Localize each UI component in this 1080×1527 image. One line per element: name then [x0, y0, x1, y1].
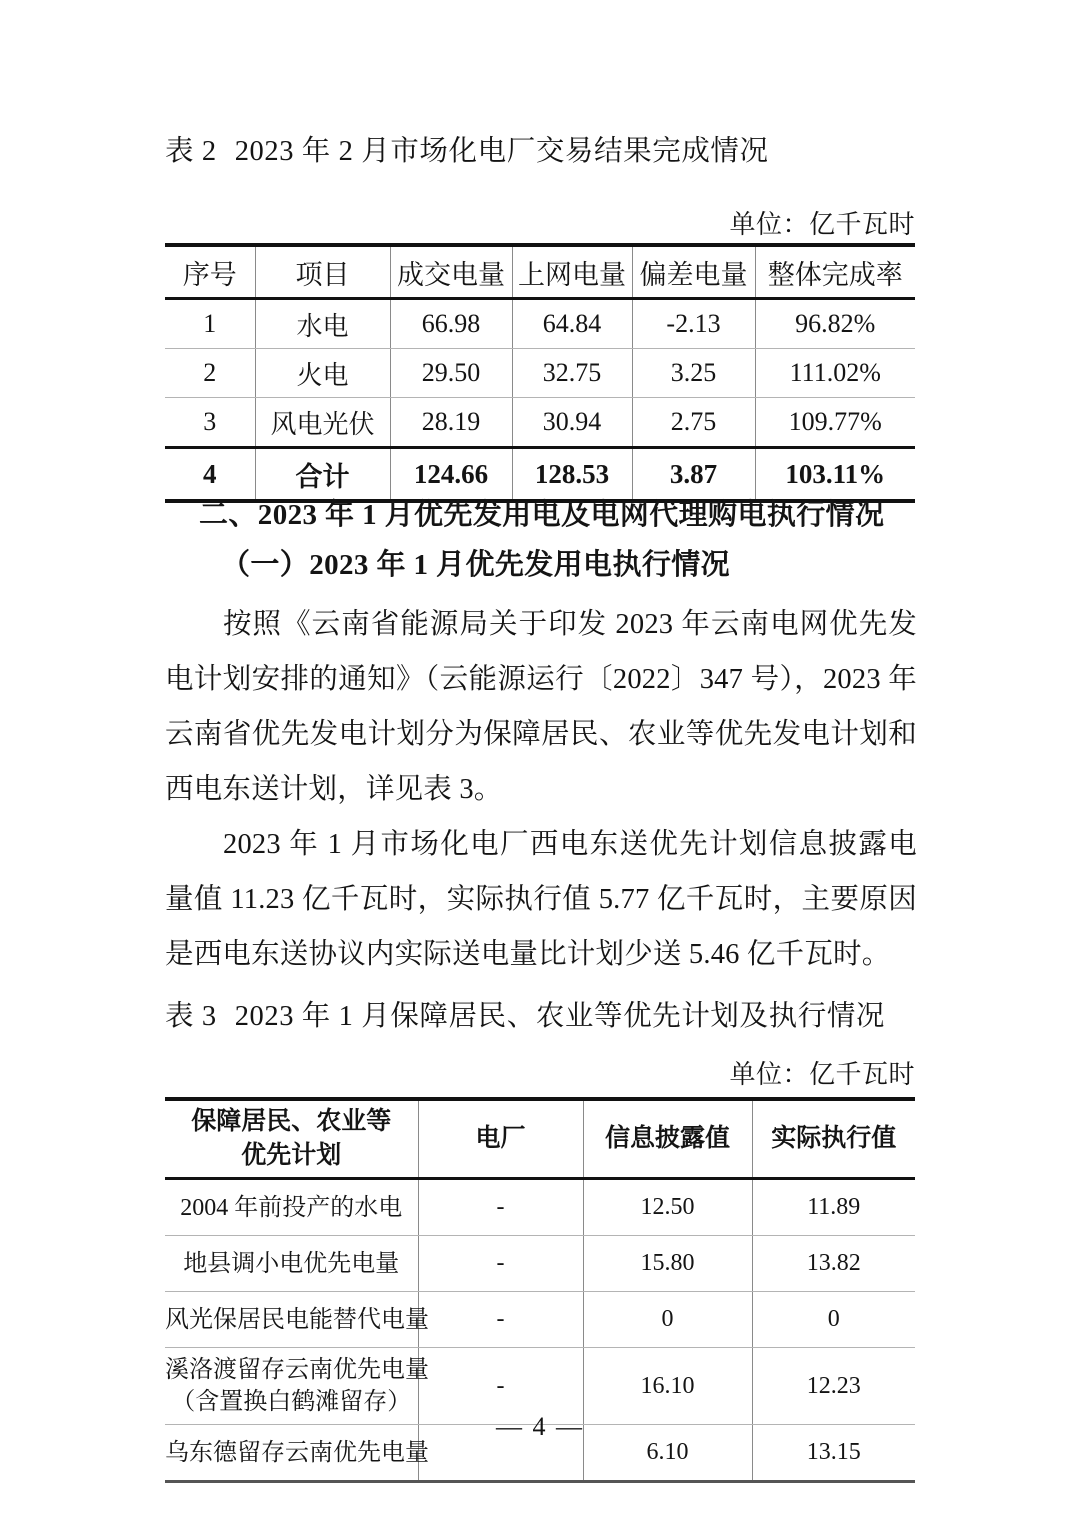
table3-cell-plan: 地县调小电优先电量 [165, 1236, 418, 1292]
table2-cell-no: 2 [165, 349, 255, 398]
table3-caption-title: 2023 年 1 月保障居民、农业等优先计划及执行情况 [234, 1001, 886, 1032]
table3-col-actual: 实际执行值 [752, 1099, 915, 1179]
table3-caption-label: 表 3 [165, 1001, 217, 1032]
paragraph-1: 按照《云南省能源局关于印发 2023 年云南电网优先发电计划安排的通知》（云能源运行〔2022〕347 号），2023 年云南省优先发电计划分为保障居民、农业等优先发电计划和西电东送计划，详见表 3。 [165, 609, 917, 805]
table2-cell-traded: 66.98 [390, 299, 512, 349]
table2-col-no: 序号 [165, 245, 255, 299]
page-number-footer: — 4 — [496, 1412, 584, 1441]
table3-cell-plan-line1: 溪洛渡留存云南优先电量 [165, 1357, 429, 1383]
table3-cell-plant: - [418, 1179, 583, 1236]
table2-cell-deviation: 2.75 [632, 398, 755, 448]
table2-header-row [165, 245, 915, 299]
table-row [165, 398, 915, 448]
table-row [165, 299, 915, 349]
table2-caption [165, 133, 925, 170]
table2-col-item: 项目 [255, 245, 390, 299]
table3-cell-actual: 13.15 [752, 1425, 915, 1482]
table2-cell-grid: 32.75 [512, 349, 632, 398]
table3-cell-disclosed: 6.10 [583, 1425, 752, 1482]
table3-cell-plan: 乌东德留存云南优先电量 [165, 1425, 418, 1482]
subsection-heading-1: （一）2023 年 1 月优先发用电执行情况 [221, 549, 731, 581]
table2-total-item: 合计 [255, 448, 390, 502]
table3-cell-disclosed: 0 [583, 1292, 752, 1348]
table2-total-traded: 124.66 [390, 448, 512, 502]
table3-col-plan-line1: 保障居民、农业等 [191, 1108, 392, 1135]
table2-caption-title: 2023 年 2 月市场化电厂交易结果完成情况 [234, 136, 769, 167]
table3-col-plan [165, 1099, 418, 1179]
table2-cell-item: 火电 [255, 349, 390, 398]
table2-col-rate: 整体完成率 [755, 245, 915, 299]
table2-total-no: 4 [165, 448, 255, 502]
table-row [165, 1236, 915, 1292]
table2-cell-grid: 64.84 [512, 299, 632, 349]
table3-cell-plan: 2004 年前投产的水电 [165, 1179, 418, 1236]
table2-cell-traded: 28.19 [390, 398, 512, 448]
table3-cell-plan-line2: （含置换白鹤滩留存） [171, 1389, 412, 1415]
table3-col-plant: 电厂 [418, 1099, 583, 1179]
table3-header-row [165, 1099, 915, 1179]
table3-cell-disclosed: 12.50 [583, 1179, 752, 1236]
table2-cell-no: 3 [165, 398, 255, 448]
table3-cell-actual: 12.23 [752, 1348, 915, 1425]
table3-caption [165, 998, 925, 1035]
table2-col-deviation: 偏差电量 [632, 245, 755, 299]
table2 [165, 243, 915, 503]
table2-cell-deviation: 3.25 [632, 349, 755, 398]
table3-cell-actual: 13.82 [752, 1236, 915, 1292]
table2-total-grid: 128.53 [512, 448, 632, 502]
table2-cell-traded: 29.50 [390, 349, 512, 398]
table3-unit-note: 单位：亿千瓦时 [729, 1060, 915, 1089]
table2-cell-no: 1 [165, 299, 255, 349]
table3-cell-plant: - [418, 1348, 583, 1425]
table2-total-rate: 103.11% [755, 448, 915, 502]
table2-cell-deviation: -2.13 [632, 299, 755, 349]
table-row [165, 1179, 915, 1236]
table3-cell-plant: - [418, 1292, 583, 1348]
table3-cell-actual: 11.89 [752, 1179, 915, 1236]
table2-cell-grid: 30.94 [512, 398, 632, 448]
table2-cell-item: 风电光伏 [255, 398, 390, 448]
table2-col-traded: 成交电量 [390, 245, 512, 299]
table2-cell-rate: 96.82% [755, 299, 915, 349]
table2-unit-note: 单位：亿千瓦时 [729, 210, 915, 239]
table3-col-plan-line2: 优先计划 [241, 1142, 342, 1169]
table2-cell-rate: 111.02% [755, 349, 915, 398]
table3-cell-actual: 0 [752, 1292, 915, 1348]
table3-cell-plan: 风光保居民电能替代电量 [165, 1292, 418, 1348]
table-row [165, 1292, 915, 1348]
paragraph-2: 2023 年 1 月市场化电厂西电东送优先计划信息披露电量值 11.23 亿千瓦时，实际执行值 5.77 亿千瓦时，主要原因是西电东送协议内实际送电量比计划少送 5.46 亿千瓦时。 [165, 829, 917, 970]
table3-col-disclosed: 信息披露值 [583, 1099, 752, 1179]
table3-cell-disclosed: 15.80 [583, 1236, 752, 1292]
table3-cell-plant: - [418, 1236, 583, 1292]
section-heading-2: 二、2023 年 1 月优先发用电及电网代理购电执行情况 [199, 499, 885, 531]
table2-caption-label: 表 2 [165, 136, 217, 167]
table2-col-grid: 上网电量 [512, 245, 632, 299]
table2-cell-rate: 109.77% [755, 398, 915, 448]
table-row [165, 349, 915, 398]
table2-cell-item: 水电 [255, 299, 390, 349]
table2-total-deviation: 3.87 [632, 448, 755, 502]
table2-container [165, 243, 915, 503]
table3-cell-disclosed: 16.10 [583, 1348, 752, 1425]
